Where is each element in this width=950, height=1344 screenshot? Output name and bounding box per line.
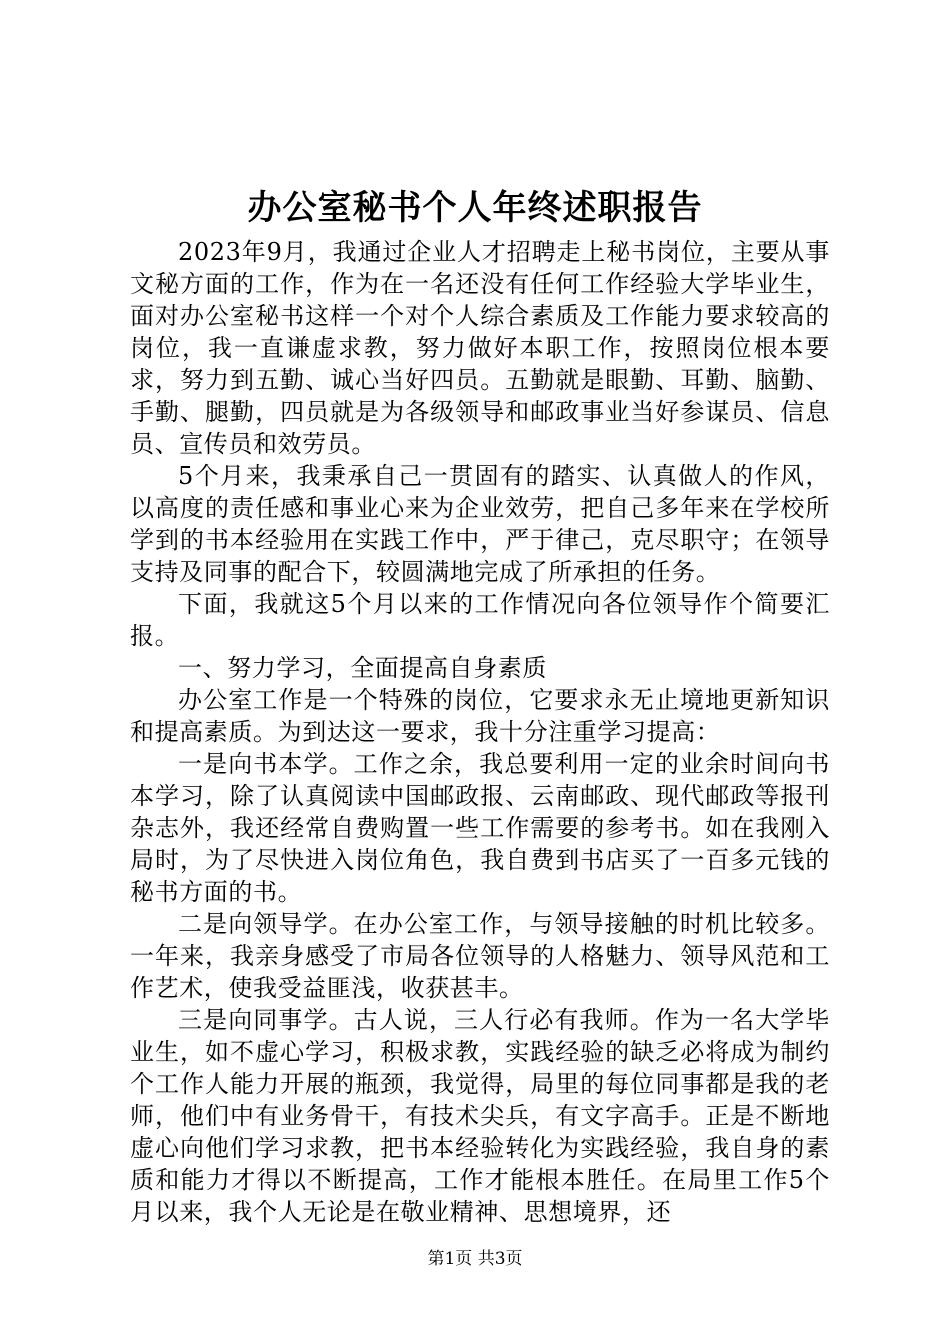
paragraph-office-work: 办公室工作是一个特殊的岗位，它要求永无止境地更新知识和提高素质。为到达这一要求，我十分注重学习提高： xyxy=(130,686,830,746)
section-heading-study: 一、努力学习，全面提高自身素质 xyxy=(178,654,547,682)
paragraph-learn-leaders: 二是向领导学。在办公室工作，与领导接触的时机比较多。一年来，我亲身感受了市局各位领导的人格魅力、领导风范和工作艺术，使我受益匪浅，收获甚丰。 xyxy=(130,910,830,1002)
page-number-footer: 第1页 共3页 xyxy=(427,1249,523,1269)
paragraph-learn-books: 一是向书本学。工作之余，我总要利用一定的业余时间向书本学习，除了认真阅读中国邮政报、云南邮政、现代邮政等报刊杂志外，我还经常自费购置一些工作需要的参考书。如在我刚入局时，为了尽快进入岗位角色，我自费到书店买了一百多元钱的秘书方面的书。 xyxy=(130,750,830,906)
paragraph-five-months: 5个月来，我秉承自己一贯固有的踏实、认真做人的作风，以高度的责任感和事业心来为企业效劳，把自己多年来在学校所学到的书本经验用在实践工作中，严于律己，克尽职守；在领导支持及同事的配合下，较圆满地完成了所承担的任务。 xyxy=(130,462,830,586)
document-body xyxy=(130,236,830,1228)
paragraph-report-intro: 下面，我就这5个月以来的工作情况向各位领导作个简要汇报。 xyxy=(130,590,830,650)
document-title: 办公室秘书个人年终述职报告 xyxy=(247,188,703,228)
paragraph-learn-colleagues: 三是向同事学。古人说，三人行必有我师。作为一名大学毕业生，如不虚心学习，积极求教，实践经验的缺乏必将成为制约个工作人能力开展的瓶颈，我觉得，局里的每位同事都是我的老师，他们中有业务骨干，有技术尖兵，有文字高手。正是不断地虚心向他们学习求教，把书本经验转化为实践经验，我自身的素质和能力才得以不断提高，工作才能根本胜任。在局里工作5个月以来，我个人无论是在敬业精神、思想境界，还 xyxy=(130,1006,830,1226)
paragraph-intro: 2023年9月，我通过企业人才招聘走上秘书岗位，主要从事文秘方面的工作，作为在一名还没有任何工作经验大学毕业生，面对办公室秘书这样一个对个人综合素质及工作能力要求较高的岗位，我一直谦虚求教，努力做好本职工作，按照岗位根本要求，努力到五勤、诚心当好四员。五勤就是眼勤、耳勤、脑勤、手勤、腿勤，四员就是为各级领导和邮政事业当好参谋员、信息员、宣传员和效劳员。 xyxy=(130,238,830,458)
